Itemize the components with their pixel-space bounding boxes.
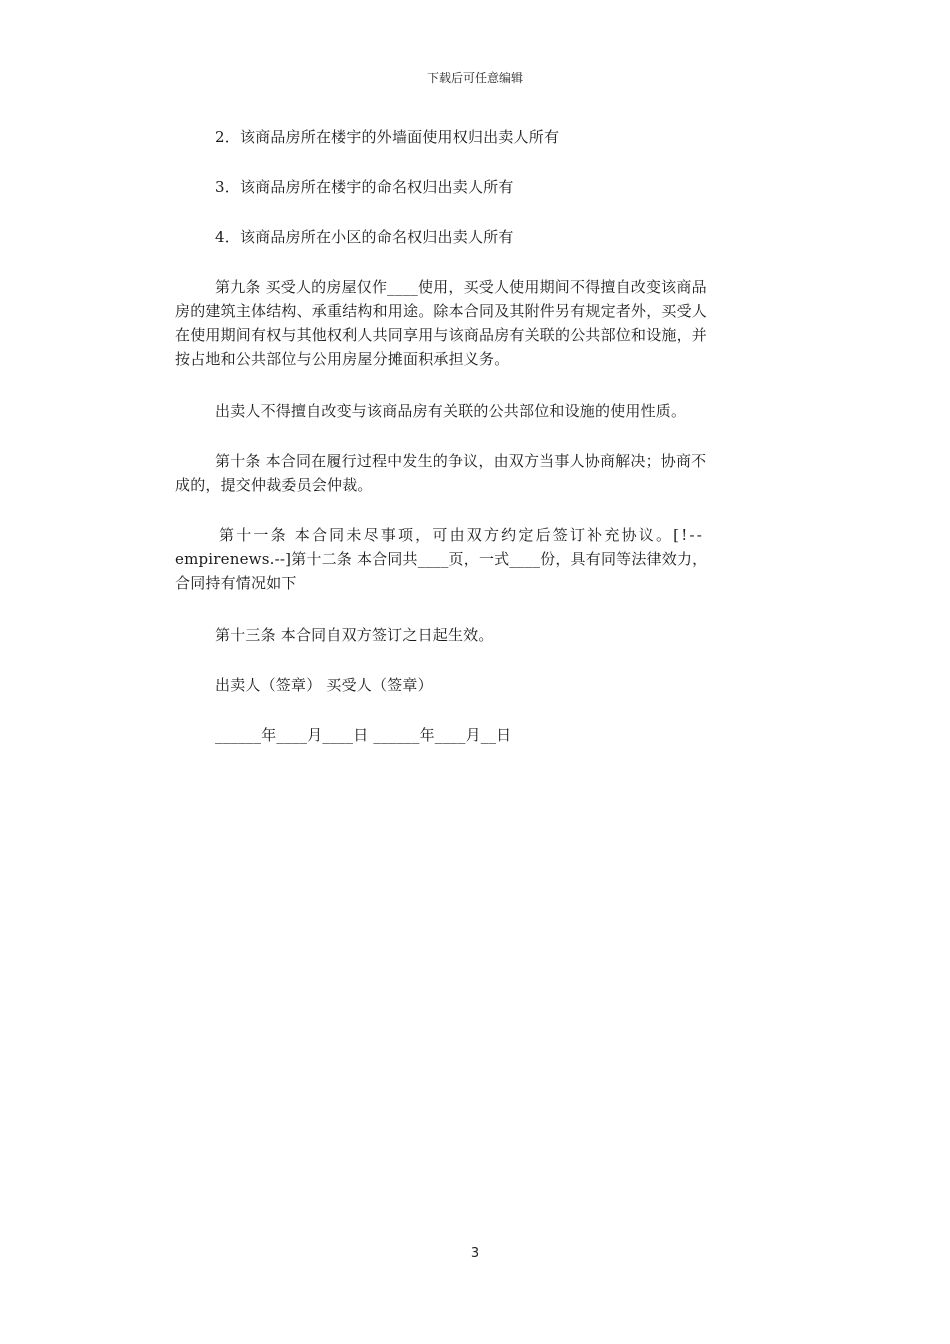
signature-labels (175, 673, 773, 697)
paragraph-line: 第十条 本合同在履行过程中发生的争议，由双方当事人协商解决；协商不 (215, 452, 707, 470)
paragraph-line: 出卖人不得擅自改变与该商品房有关联的公共部位和设施的使用性质。 (215, 402, 687, 420)
page-number: 3 (470, 1246, 480, 1261)
paragraph-item-3 (175, 175, 773, 199)
paragraph-item-2 (175, 125, 773, 149)
article-11-12 (175, 523, 773, 595)
header-note: 下载后可任意编辑 (426, 71, 523, 85)
paragraph-line: 4．该商品房所在小区的命名权归出卖人所有 (215, 228, 514, 246)
paragraph-line: 按占地和公共部位与公用房屋分摊面积承担义务。 (175, 350, 510, 368)
article-9 (175, 275, 773, 371)
paragraph-line: 房的建筑主体结构、承重结构和用途。除本合同及其附件另有规定者外，买受人 (175, 302, 708, 320)
paragraph-line: 第九条 买受人的房屋仅作____使用，买受人使用期间不得擅自改变该商品 (215, 278, 707, 296)
paragraph-line: 出卖人（签章） 买受人（签章） (215, 676, 433, 694)
paragraph-line: 第十三条 本合同自双方签订之日起生效。 (215, 626, 494, 644)
paragraph-line: 2．该商品房所在楼宇的外墙面使用权归出卖人所有 (215, 128, 560, 146)
paragraph-line: 第十一条 本合同未尽事项，可由双方约定后签订补充协议。[!-- (219, 526, 704, 544)
seller-restriction (175, 399, 773, 423)
paragraph-line: 合同持有情况如下 (175, 574, 297, 592)
paragraph-line: 3．该商品房所在楼宇的命名权归出卖人所有 (215, 178, 514, 196)
paragraph-line: ______年____月____日 ______年____月__日 (215, 726, 512, 744)
paragraph-line: empirenews.--]第十二条 本合同共____页，一式____份，具有同等法律效力， (175, 550, 708, 568)
paragraph-line: 在使用期间有权与其他权利人共同享用与该商品房有关联的公共部位和设施，并 (175, 326, 708, 344)
paragraph-item-4 (175, 225, 773, 249)
paragraph-line: 成的，提交仲裁委员会仲裁。 (175, 476, 373, 494)
signature-dates (175, 723, 773, 747)
article-10 (175, 449, 773, 497)
article-13 (175, 623, 773, 647)
